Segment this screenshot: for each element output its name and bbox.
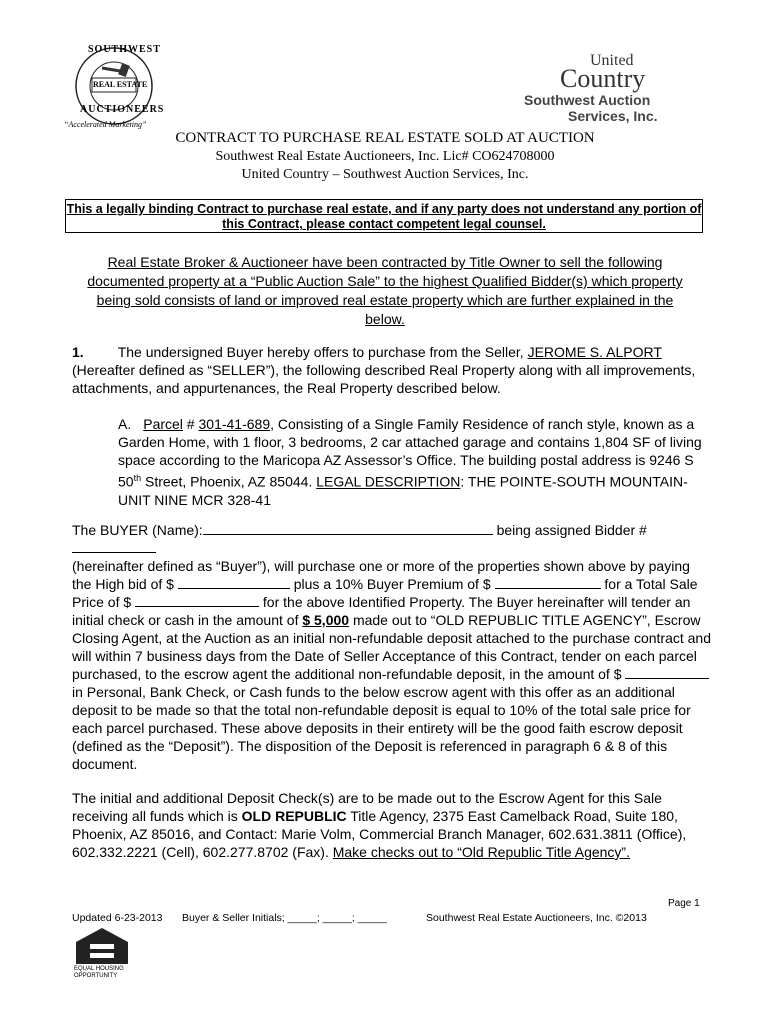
deposit-text-2: Title Agency, 2375 East Camelback Road, Suite 180, Phoenix, AZ 85016, and Contact: Marie Volm, Commercial Branch Manager, 602.631.3811 (Office), 602.332.2221 (Cell), 602.277.8702 (Fax). <box>72 808 687 860</box>
make-checks-note: Make checks out to “Old Republic Title Agency”. <box>332 844 630 860</box>
legal-description-text: : THE POINTE-SOUTH MOUNTAIN-UNIT NINE MCR 328-41 <box>118 473 688 508</box>
parcel-label: A. <box>118 416 132 432</box>
section-1-text-b: (Hereafter defined as “SELLER”), the following described Real Property along with all improvements, attachments, and appurtenances, the Real Property described below. <box>72 362 696 396</box>
logo-tagline: “Accelerated Marketing” <box>64 120 147 129</box>
legal-description-label: LEGAL DESCRIPTION <box>316 473 461 490</box>
bidder-number-label: being assigned Bidder # <box>492 522 647 538</box>
buyer-text-8: in Personal, Bank Check, or Cash funds to the below escrow agent with this offer as an additional deposit to be made so that the total non-refundable deposit is equal to 10% of the total sale price for each parcel purchased. These above deposits in their entirety will be the good faith escrow deposit (defined as the “Deposit”). The disposition of the Deposit is referenced in paragraph 6 & 8 of this document. <box>72 684 691 772</box>
contract-title: CONTRACT TO PURCHASE REAL ESTATE SOLD AT AUCTION <box>175 130 595 146</box>
intro-paragraph: Real Estate Broker & Auctioneer have been contracted by Title Owner to sell the following documented property at a “Public Auction Sale” to the highest Qualified Bidder(s) which property being sold consists of land or improved real estate property which are further explained in the below. <box>87 254 683 327</box>
buyer-premium-field[interactable] <box>495 587 601 589</box>
parcel-word: Parcel <box>143 416 183 432</box>
escrow-agent-name: OLD REPUBLIC <box>241 808 347 824</box>
buyer-name-field[interactable] <box>203 533 493 535</box>
seal-center-text: REAL ESTATE <box>93 80 148 89</box>
additional-deposit-field[interactable] <box>625 677 709 679</box>
legal-warning-text: This a legally binding Contract to purchase real estate, and if any party does not understand any portion of this Contract, please contact competent legal counsel. <box>66 202 702 231</box>
deposit-paragraph <box>72 789 712 861</box>
page-number: Page 1 <box>668 898 700 909</box>
logo-word-united: United <box>590 52 634 69</box>
contract-subtitle-1: Southwest Real Estate Auctioneers, Inc. Lic# CO624708000 <box>215 149 555 164</box>
deposit-amount: $ 5,000 <box>302 612 350 628</box>
parcel-hash: # <box>182 416 199 432</box>
contract-subtitle-2: United Country – Southwest Auction Services, Inc. <box>241 167 529 182</box>
logo-line2: Services, Inc. <box>568 108 658 124</box>
buyer-name-label: The BUYER (Name): <box>72 522 203 538</box>
equal-housing-house-icon <box>72 926 132 966</box>
parcel-text-2: Street, Phoenix, AZ 85044. <box>141 473 317 490</box>
seal-arc-bottom: AUCTIONEERS <box>80 104 165 115</box>
legal-warning-box <box>65 199 703 233</box>
logo-word-country: Country <box>560 64 646 93</box>
eho-line-1: EQUAL HOUSING <box>74 966 124 972</box>
seal-arc-top: SOUTHWEST <box>88 44 161 55</box>
footer-copyright: Southwest Real Estate Auctioneers, Inc. ©2013 <box>426 912 647 924</box>
eho-line-2: OPPORTUNITY <box>74 973 118 979</box>
buyer-text-7: made out to “OLD REPUBLIC TITLE AGENCY”, Escrow Closing Agent, at the Auction as an initial non-refundable deposit attached to the purchase contract and will within 7 business days from the Date of Seller Acceptance of this Contract, tender on each parcel purchased, to the escrow agent the additional non-refundable deposit, in the amount of $ <box>72 612 711 682</box>
footer-initials: Buyer & Seller Initials; _____; _____; _____ <box>182 912 387 924</box>
united-country-logo <box>520 52 695 126</box>
buyer-text-4: plus a 10% Buyer Premium of $ <box>289 576 495 592</box>
deposit-text-1: The initial and additional Deposit Check(s) are to be made out to the Escrow Agent for this Sale receiving all funds which is <box>72 790 662 824</box>
parcel-number: 301-41-689 <box>198 416 271 432</box>
bidder-number-field[interactable] <box>72 551 156 553</box>
section-1 <box>72 343 712 397</box>
address-suffix: th <box>133 473 142 483</box>
parcel-text-1: , Consisting of a Single Family Residence of ranch style, known as a Garden Home, with 1 floor, 3 bedrooms, 2 car attached garage and contains 1,804 SF of living space according to the Maricopa AZ Assessor’s Office. The building postal address is 9246 S 50 <box>118 416 702 490</box>
logo-line1: Southwest Auction <box>524 92 651 108</box>
southwest-logo <box>62 42 166 134</box>
buyer-paragraph <box>72 521 712 773</box>
section-1-number: 1. <box>72 344 84 360</box>
parcel-description <box>118 415 714 509</box>
high-bid-field[interactable] <box>178 587 290 589</box>
footer-updated: Updated 6-23-2013 <box>72 912 163 924</box>
total-price-field[interactable] <box>135 605 259 607</box>
buyer-text-6: for the above Identified Property. The Buyer hereinafter will tender an initial check or cash in the amount of <box>72 594 691 628</box>
buyer-text-5: for a Total Sale Price of $ <box>72 576 698 610</box>
buyer-text-3: (hereinafter defined as “Buyer”), will purchase one or more of the properties shown above by paying the High bid of $ <box>72 558 690 592</box>
equal-housing-logo <box>72 926 136 982</box>
seller-name: JEROME S. ALPORT <box>527 344 662 360</box>
section-1-text-a: The undersigned Buyer hereby offers to purchase from the Seller, <box>117 344 528 360</box>
